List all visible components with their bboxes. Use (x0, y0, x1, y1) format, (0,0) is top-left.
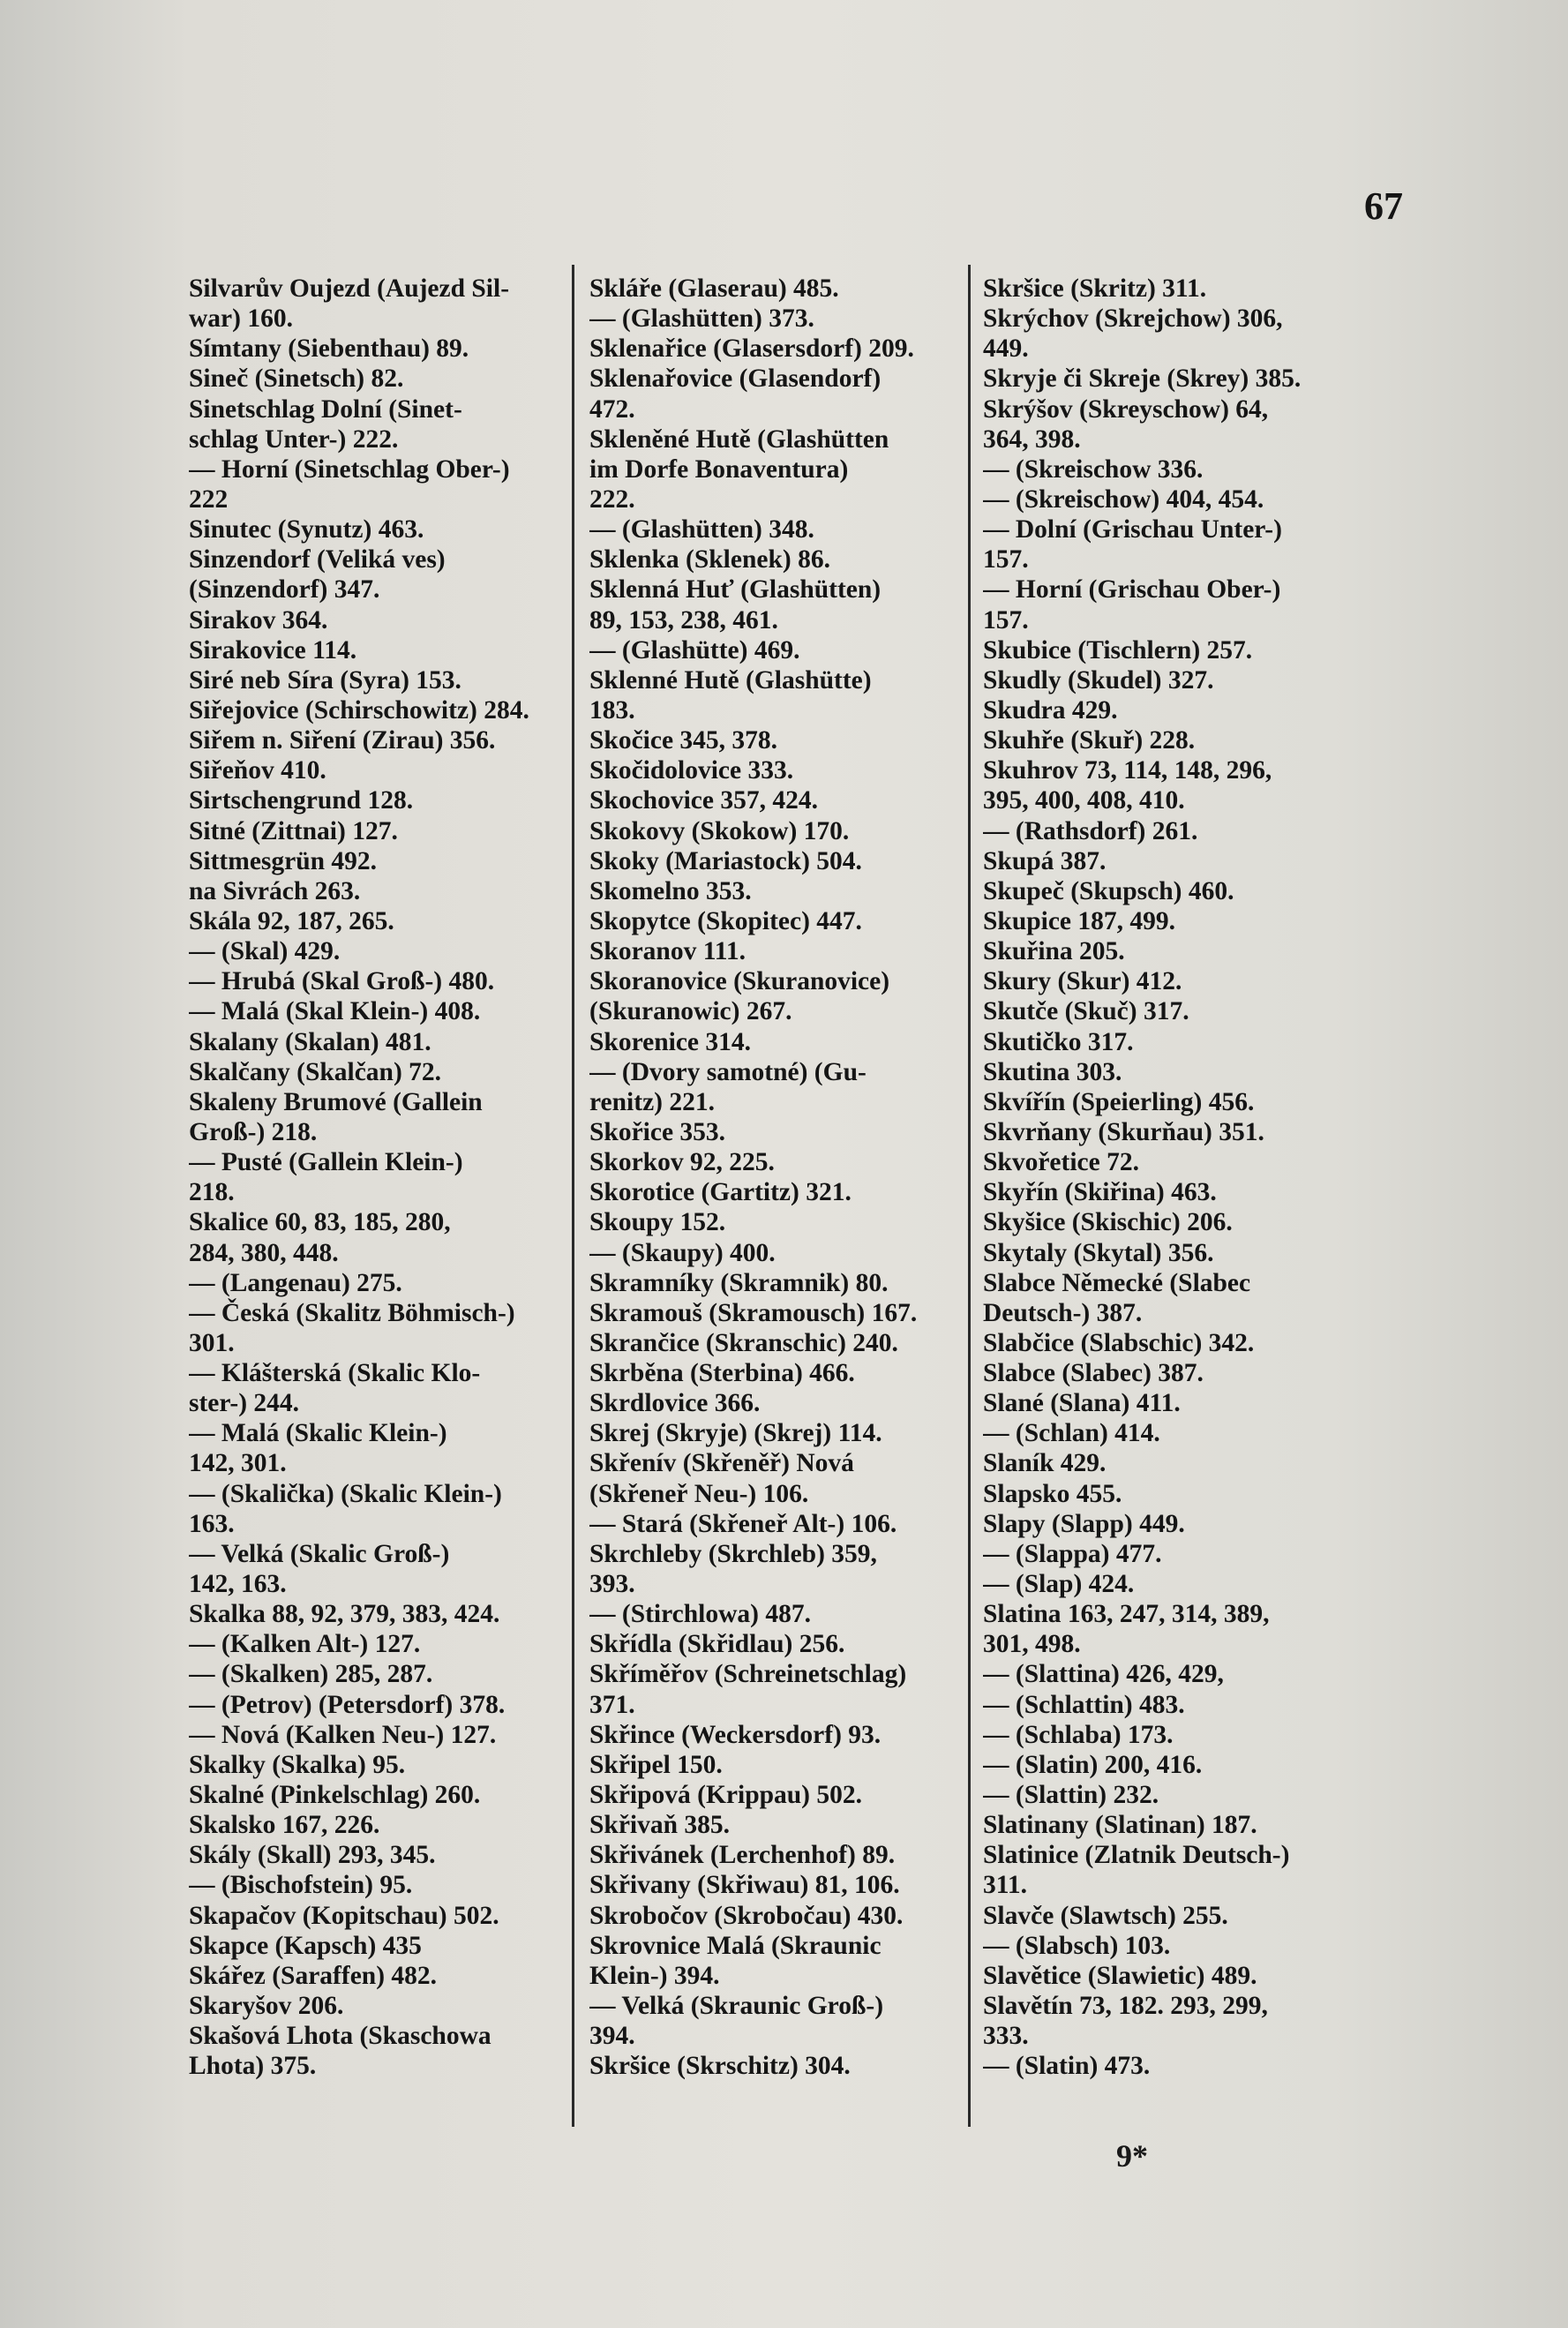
index-entry-line: Skuhře (Skuř) 228. (983, 726, 1196, 755)
index-entry-line: Slapsko 455. (983, 1479, 1122, 1508)
index-entry-line: 301, 498. (983, 1630, 1081, 1659)
index-entry-line: Skršice (Skritz) 311. (983, 274, 1207, 303)
index-entry-line: 472. (589, 394, 635, 424)
index-entry-line: Sirakov 364. (189, 605, 328, 635)
index-entry-line: Skutina 303. (983, 1057, 1122, 1086)
index-entry-line: Slabčice (Slabschic) 342. (983, 1328, 1255, 1357)
index-entry-line: Skřince (Weckersdorf) 93. (589, 1720, 882, 1749)
index-entry-line: 142, 163. (189, 1570, 287, 1599)
index-entry-line: Skalice 60, 83, 185, 280, (189, 1208, 451, 1237)
index-entry-line: 393. (589, 1570, 635, 1599)
index-entry-line: Skalsko 167, 226. (189, 1811, 380, 1840)
index-entry-line: 183. (589, 695, 635, 725)
index-entry-line: 394. (589, 2022, 635, 2051)
index-entry-line: — (Schlaba) 173. (983, 1720, 1174, 1749)
index-entry-line: 222 (189, 484, 229, 514)
index-entry-line: — Nová (Kalken Neu-) 127. (189, 1720, 497, 1749)
index-entry-line: Skoranov 111. (589, 937, 746, 966)
index-entry-line: Slatinice (Zlatnik Deutsch-) (983, 1841, 1290, 1870)
index-entry-line: 89, 153, 238, 461. (589, 605, 778, 635)
index-entry-line: Skupeč (Skupsch) 460. (983, 876, 1234, 905)
index-entry-line: Skřenív (Skřeněř) Nová (589, 1449, 854, 1478)
index-entry-line: Skrovnice Malá (Skraunic (589, 1931, 882, 1960)
index-entry-line: 163. (189, 1509, 235, 1538)
index-entry-line: — (Slatin) 200, 416. (983, 1750, 1203, 1779)
index-entry-line: Skrýšov (Skreyschow) 64, (983, 394, 1269, 424)
index-entry-line: Skaleny Brumové (Gallein (189, 1087, 483, 1116)
index-entry-line: — (Glashütte) 469. (589, 635, 800, 665)
index-entry-line: Skudra 429. (983, 695, 1118, 725)
index-entry-line: Skury (Skur) 412. (983, 967, 1182, 996)
index-entry-line: war) 160. (189, 304, 293, 334)
index-entry-line: — (Slappa) 477. (983, 1539, 1162, 1568)
index-entry-line: Skočidolovice 333. (589, 756, 794, 785)
index-entry-line: — (Skaupy) 400. (589, 1238, 776, 1267)
index-entry-line: — (Kalken Alt-) 127. (189, 1630, 421, 1659)
index-entry-line: Skašová Lhota (Skaschowa (189, 2022, 491, 2051)
index-entry-line: 222. (589, 484, 635, 514)
index-entry-line: — (Slatin) 473. (983, 2052, 1151, 2081)
index-entry-line: — Horní (Grischau Ober-) (983, 575, 1281, 605)
index-entry-line: — (Langenau) 275. (189, 1268, 402, 1297)
index-entry-line: Slatinany (Slatinan) 187. (983, 1811, 1257, 1840)
index-entry-line: Slabce (Slabec) 387. (983, 1359, 1204, 1388)
index-entry-line: (Skřeneř Neu-) 106. (589, 1479, 809, 1508)
index-entry-line: schlag Unter-) 222. (189, 424, 399, 454)
index-entry-line: Sklenařice (Glasersdorf) 209. (589, 334, 914, 364)
index-entry-line: Sitné (Zittnai) 127. (189, 816, 398, 845)
index-entry-line: Skoupy 152. (589, 1208, 726, 1237)
index-entry-line: — Horní (Sinetschlag Ober-) (189, 454, 510, 484)
index-entry-line: Skvořetice 72. (983, 1148, 1139, 1177)
index-entry-line: — (Glashütten) 373. (589, 304, 814, 334)
index-entry-line: Skalné (Pinkelschlag) 260. (189, 1781, 481, 1810)
index-entry-line: Skříměřov (Schreinetschlag) (589, 1660, 907, 1689)
index-entry-line: Skvrňany (Skurňau) 351. (983, 1117, 1264, 1146)
index-entry-line: 142, 301. (189, 1449, 287, 1478)
index-entry-line: 364, 398. (983, 424, 1081, 454)
index-entry-line: Skaryšov 206. (189, 1992, 344, 2021)
index-column-3 (983, 274, 1371, 2081)
index-entry-line: 284, 380, 448. (189, 1238, 339, 1267)
index-entry-line: — (Skreischow) 404, 454. (983, 484, 1264, 514)
index-entry-line: 449. (983, 334, 1029, 364)
index-entry-line: Skláře (Glaserau) 485. (589, 274, 839, 303)
index-entry-line: im Dorfe Bonaventura) (589, 454, 849, 484)
index-entry-line: — Velká (Skalic Groß-) (189, 1539, 450, 1568)
index-entry-line: Skála 92, 187, 265. (189, 906, 394, 935)
index-column-2 (589, 274, 978, 2081)
index-entry-line: Silvarův Oujezd (Aujezd Sil- (189, 274, 510, 303)
index-entry-line: Skopytce (Skopitec) 447. (589, 906, 862, 935)
index-entry-line: 157. (983, 545, 1029, 574)
index-entry-line: Skoky (Mariastock) 504. (589, 846, 862, 875)
index-entry-line: Slaník 429. (983, 1449, 1107, 1478)
index-entry-line: 311. (983, 1871, 1027, 1900)
index-entry-line: — Malá (Skal Klein-) 408. (189, 997, 481, 1026)
index-entry-line: Skochovice 357, 424. (589, 786, 818, 815)
index-entry-line: — Hrubá (Skal Groß-) 480. (189, 967, 495, 996)
index-entry-line: Siré neb Síra (Syra) 153. (189, 665, 461, 695)
index-entry-line: — (Glashütten) 348. (589, 515, 814, 544)
index-entry-line: Slavětice (Slawietic) 489. (983, 1961, 1257, 1990)
index-entry-line: Skřipel 150. (589, 1750, 723, 1779)
index-entry-line: — Pusté (Gallein Klein-) (189, 1148, 463, 1177)
page-number: 67 (1364, 184, 1403, 228)
index-entry-line: Skryje či Skreje (Skrey) 385. (983, 364, 1302, 394)
index-entry-line: Skorotice (Gartitz) 321. (589, 1178, 852, 1207)
index-entry-line: Siřeňov 410. (189, 756, 326, 785)
index-entry-line: Skály (Skall) 293, 345. (189, 1841, 436, 1870)
index-entry-line: Skrýchov (Skrejchow) 306, (983, 304, 1283, 334)
index-entry-line: Sklenná Huť (Glashütten) (589, 575, 882, 605)
index-entry-line: ster-) 244. (189, 1389, 300, 1418)
index-entry-line: Skoranovice (Skuranovice) (589, 967, 890, 996)
index-entry-line: Skyřín (Skiřina) 463. (983, 1178, 1217, 1207)
index-entry-line: Skramouš (Skramousch) 167. (589, 1298, 918, 1327)
index-entry-line: Skřivany (Skřiwau) 81, 106. (589, 1871, 900, 1900)
index-entry-line: Skyšice (Skischic) 206. (983, 1208, 1233, 1237)
index-entry-line: Skořice 353. (589, 1117, 726, 1146)
index-entry-line: Skřivaň 385. (589, 1811, 731, 1840)
index-entry-line: Skrančice (Skranschic) 240. (589, 1328, 898, 1357)
index-entry-line: Slatina 163, 247, 314, 389, (983, 1600, 1270, 1629)
index-entry-line: Lhota) 375. (189, 2052, 317, 2081)
index-entry-line: Skrobočov (Skrobočau) 430. (589, 1901, 904, 1930)
index-entry-line: Skočice 345, 378. (589, 726, 778, 755)
index-entry-line: Skupice 187, 499. (983, 906, 1176, 935)
index-entry-line: Skalky (Skalka) 95. (189, 1750, 406, 1779)
index-entry-line: renitz) 221. (589, 1087, 715, 1116)
index-entry-line: Skrdlovice 366. (589, 1389, 761, 1418)
index-entry-line: Skokovy (Skokow) 170. (589, 816, 850, 845)
index-entry-line: — (Schlattin) 483. (983, 1690, 1185, 1719)
index-entry-line: Sklenka (Sklenek) 86. (589, 545, 830, 574)
index-entry-line: — (Rathsdorf) 261. (983, 816, 1198, 845)
index-entry-line: Slané (Slana) 411. (983, 1389, 1181, 1418)
index-entry-line: — Dolní (Grischau Unter-) (983, 515, 1282, 544)
index-entry-line: Groß-) 218. (189, 1117, 318, 1146)
index-entry-line: (Skuranowic) 267. (589, 997, 792, 1026)
index-entry-line: 371. (589, 1690, 635, 1719)
index-entry-line: na Sivrách 263. (189, 876, 361, 905)
index-column-1 (189, 274, 577, 2081)
index-entry-line: 157. (983, 605, 1029, 635)
index-entry-line: Sirakovice 114. (189, 635, 357, 665)
index-entry-line: Skalka 88, 92, 379, 383, 424. (189, 1600, 500, 1629)
index-entry-line: Skapačov (Kopitschau) 502. (189, 1901, 499, 1930)
index-entry-line: — (Petrov) (Petersdorf) 378. (189, 1690, 506, 1719)
index-entry-line: 301. (189, 1328, 235, 1357)
index-entry-line: Skřídla (Skřidlau) 256. (589, 1630, 845, 1659)
index-entry-line: — (Slattin) 232. (983, 1781, 1159, 1810)
index-entry-line: Skytaly (Skytal) 356. (983, 1238, 1214, 1267)
index-entry-line: Skrej (Skryje) (Skrej) 114. (589, 1419, 882, 1448)
index-entry-line: Skalany (Skalan) 481. (189, 1027, 431, 1056)
index-entry-line: — (Dvory samotné) (Gu- (589, 1057, 867, 1086)
index-entry-line: — (Schlan) 414. (983, 1419, 1160, 1448)
signature-mark: 9* (1116, 2138, 1148, 2174)
index-entry-line: — (Slabsch) 103. (983, 1931, 1171, 1960)
index-entry-line: Sklenné Hutě (Glashütte) (589, 665, 872, 695)
index-entry-line: 395, 400, 408, 410. (983, 786, 1185, 815)
index-entry-line: Skršice (Skrschitz) 304. (589, 2052, 851, 2081)
index-entry-line: Símtany (Siebenthau) 89. (189, 334, 469, 364)
index-entry-line: — (Skalička) (Skalic Klein-) (189, 1479, 502, 1508)
index-entry-line: — (Bischofstein) 95. (189, 1871, 413, 1900)
index-entry-line: Skřivánek (Lerchenhof) 89. (589, 1841, 896, 1870)
index-entry-line: Skleněné Hutě (Glashütten (589, 424, 889, 454)
index-entry-line: Sineč (Sinetsch) 82. (189, 364, 404, 394)
index-entry-line: Slavětín 73, 182. 293, 299, (983, 1992, 1268, 2021)
index-entry-line: Deutsch-) 387. (983, 1298, 1143, 1327)
index-entry-line: Sklenařovice (Glasendorf) (589, 364, 882, 394)
index-entry-line: — Stará (Skřeneř Alt-) 106. (589, 1509, 897, 1538)
index-entry-line: Sinutec (Synutz) 463. (189, 515, 424, 544)
index-entry-line: Skalčany (Skalčan) 72. (189, 1057, 442, 1086)
index-entry-line: Skudly (Skudel) 327. (983, 665, 1214, 695)
index-entry-line: Sittmesgrün 492. (189, 846, 378, 875)
index-entry-line: Sinzendorf (Veliká ves) (189, 545, 446, 574)
index-entry-line: — Velká (Skraunic Groß-) (589, 1992, 884, 2021)
index-entry-line: — (Slap) 424. (983, 1570, 1135, 1599)
index-entry-line: Skrchleby (Skrchleb) 359, (589, 1539, 877, 1568)
index-entry-line: Skřipová (Krippau) 502. (589, 1781, 862, 1810)
index-entry-line: Skrběna (Sterbina) 466. (589, 1359, 855, 1388)
index-entry-line: Skorenice 314. (589, 1027, 752, 1056)
index-entry-line: 333. (983, 2022, 1029, 2051)
index-entry-line: Skutče (Skuč) 317. (983, 997, 1189, 1026)
index-entry-line: Sirtschengrund 128. (189, 786, 414, 815)
index-entry-line: Klein-) 394. (589, 1961, 720, 1990)
index-entry-line: Siřejovice (Schirschowitz) 284. (189, 695, 529, 725)
index-entry-line: — (Skalken) 285, 287. (189, 1660, 433, 1689)
index-entry-line: Skutičko 317. (983, 1027, 1134, 1056)
index-entry-line: — Česká (Skalitz Böhmisch-) (189, 1298, 515, 1327)
index-entry-line: — (Stirchlowa) 487. (589, 1600, 812, 1629)
index-entry-line: — (Skal) 429. (189, 937, 341, 966)
index-entry-line: — (Skreischow 336. (983, 454, 1204, 484)
index-entry-line: Skramníky (Skramnik) 80. (589, 1268, 889, 1297)
index-entry-line: Skomelno 353. (589, 876, 752, 905)
index-entry-line: Slavče (Slawtsch) 255. (983, 1901, 1228, 1930)
index-entry-line: Slabce Německé (Slabec (983, 1268, 1251, 1297)
index-entry-line: Siřem n. Siření (Zirau) 356. (189, 726, 496, 755)
index-entry-line: Skářez (Saraffen) 482. (189, 1961, 438, 1990)
index-entry-line: Skupá 387. (983, 846, 1107, 875)
index-entry-line: Slapy (Slapp) 449. (983, 1509, 1185, 1538)
index-entry-line: Skuhrov 73, 114, 148, 296, (983, 756, 1272, 785)
index-entry-line: — Klášterská (Skalic Klo- (189, 1359, 481, 1388)
index-entry-line: Skapce (Kapsch) 435 (189, 1931, 422, 1960)
index-entry-line: — (Slattina) 426, 429, (983, 1660, 1224, 1689)
index-entry-line: Skuřina 205. (983, 937, 1125, 966)
index-entry-line: 218. (189, 1178, 235, 1207)
index-entry-line: — Malá (Skalic Klein-) (189, 1419, 447, 1448)
index-entry-line: Skorkov 92, 225. (589, 1148, 775, 1177)
index-entry-line: Skubice (Tischlern) 257. (983, 635, 1253, 665)
index-entry-line: (Sinzendorf) 347. (189, 575, 380, 605)
index-entry-line: Skvířín (Speierling) 456. (983, 1087, 1255, 1116)
index-entry-line: Sinetschlag Dolní (Sinet- (189, 394, 462, 424)
